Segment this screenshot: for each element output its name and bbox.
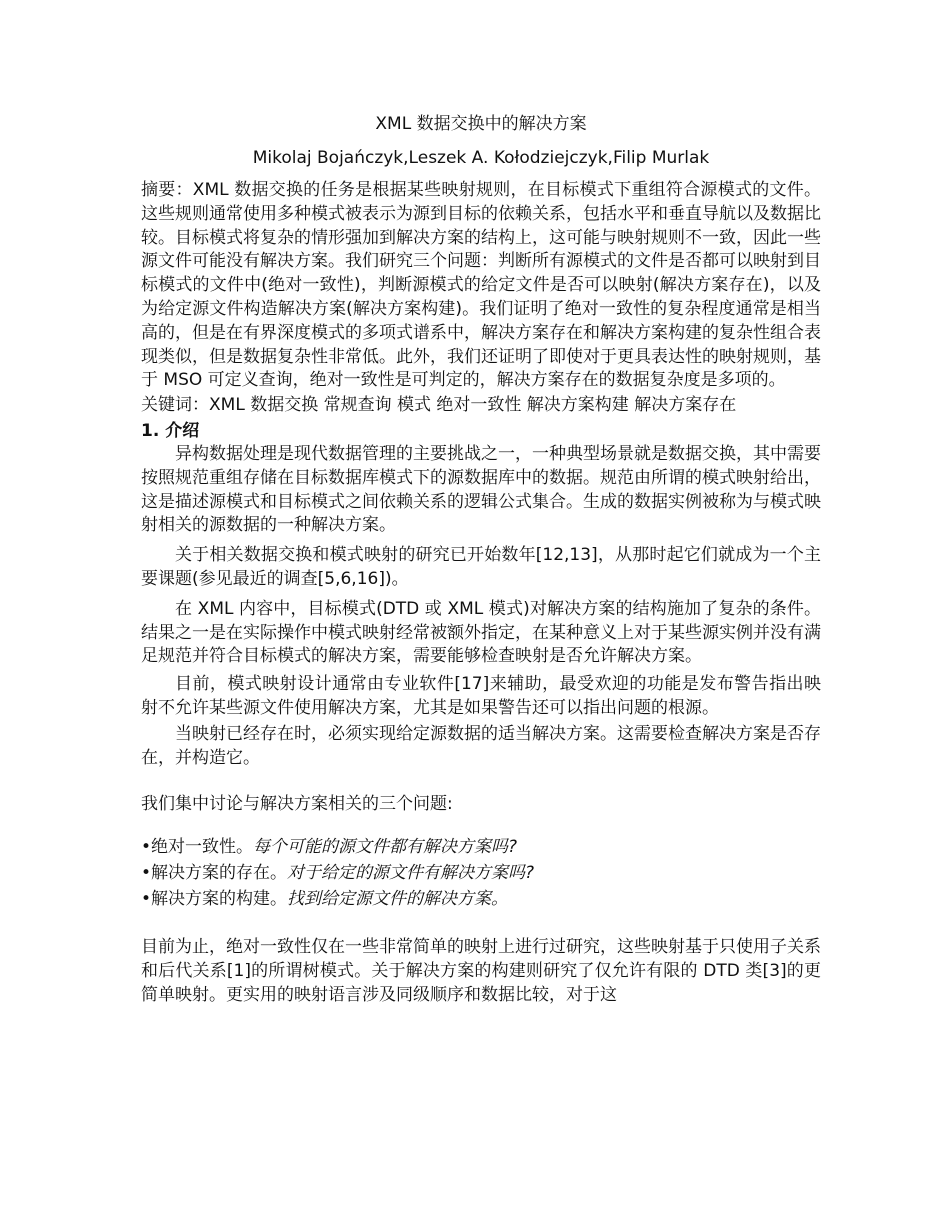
bullet-term: •解决方案的存在。	[141, 863, 288, 884]
bullet-term: •绝对一致性。	[141, 837, 254, 858]
closing-paragraph: 目前为止，绝对一致性仅在一些非常简单的映射上进行过研究，这些映射基于只使用子关系和后代关系[1]的所谓树模式。关于解决方案的构建则研究了仅允许有限的 DTD 类[3]的更简单映射。更实用的映射语言涉及同级顺序和数据比较，对于这	[141, 937, 821, 1005]
bullet-term: •解决方案的构建。	[141, 889, 288, 910]
problems-intro: 我们集中讨论与解决方案相关的三个问题:	[141, 794, 453, 815]
intro-paragraph: 异构数据处理是现代数据管理的主要挑战之一，一种典型场景就是数据交换，其中需要按照规范重组存储在目标数据库模式下的源数据库中的数据。规范由所谓的模式映射给出，这是描述源模式和目标模式之间依赖关系的逻辑公式集合。生成的数据实例被称为与模式映射相关的源数据的一种解决方案。	[141, 443, 821, 536]
keywords-line: 关键词：XML 数据交换 常规查询 模式 绝对一致性 解决方案构建 解决方案存在	[141, 395, 737, 416]
problem-list	[141, 834, 821, 912]
intro-paragraph: 当映射已经存在时，必须实现给定源数据的适当解决方案。这需要检查解决方案是否存在，并构造它。	[141, 723, 821, 768]
bullet-question: 对于给定的源文件有解决方案吗?	[287, 863, 535, 884]
paper-authors: Mikolaj Bojańczyk,Leszek A. Kołodziejczyk,Filip Murlak	[252, 148, 710, 168]
section-heading-introduction: 1. 介绍	[141, 420, 200, 441]
list-item	[141, 886, 821, 912]
bullet-question: 找到给定源文件的解决方案。	[287, 889, 509, 910]
bullet-question: 每个可能的源文件都有解决方案吗?	[253, 837, 518, 858]
intro-paragraph: 在 XML 内容中，目标模式(DTD 或 XML 模式)对解决方案的结构施加了复杂的条件。结果之一是在实际操作中模式映射经常被额外指定，在某种意义上对于某些源实例并没有满足规范并符合目标模式的解决方案，需要能够检查映射是否允许解决方案。	[141, 598, 821, 667]
abstract-paragraph: 摘要：XML 数据交换的任务是根据某些映射规则，在目标模式下重组符合源模式的文件。这些规则通常使用多种模式被表示为源到目标的依赖关系，包括水平和垂直导航以及数据比较。目标模式将复杂的情形强加到解决方案的结构上，这可能与映射规则不一致，因此一些源文件可能没有解决方案。我们研究三个问题：判断所有源模式的文件是否都可以映射到目标模式的文件中(绝对一致性)，判断源模式的给定文件是否可以映射(解决方案存在)，以及为给定源文件构造解决方案(解决方案构建)。我们证明了绝对一致性的复杂程度通常是相当高的，但是在有界深度模式的多项式谱系中，解决方案存在和解决方案构建的复杂性组合表现类似，但是数据复杂性非常低。此外，我们还证明了即使对于更具表达性的映射规则，基于 MSO 可定义查询，绝对一致性是可判定的，解决方案存在的数据复杂度是多项的。	[141, 180, 821, 391]
list-item	[141, 834, 821, 860]
intro-paragraph: 目前，模式映射设计通常由专业软件[17]来辅助，最受欢迎的功能是发布警告指出映射不允许某些源文件使用解决方案，尤其是如果警告还可以指出问题的根源。	[141, 674, 821, 718]
paper-content	[141, 108, 821, 1008]
paper-title: XML 数据交换中的解决方案	[375, 114, 587, 134]
intro-paragraph: 关于相关数据交换和模式映射的研究已开始数年[12,13]，从那时起它们就成为一个主要课题(参见最近的调查[5,6,16])。	[141, 545, 821, 589]
list-item	[141, 860, 821, 886]
